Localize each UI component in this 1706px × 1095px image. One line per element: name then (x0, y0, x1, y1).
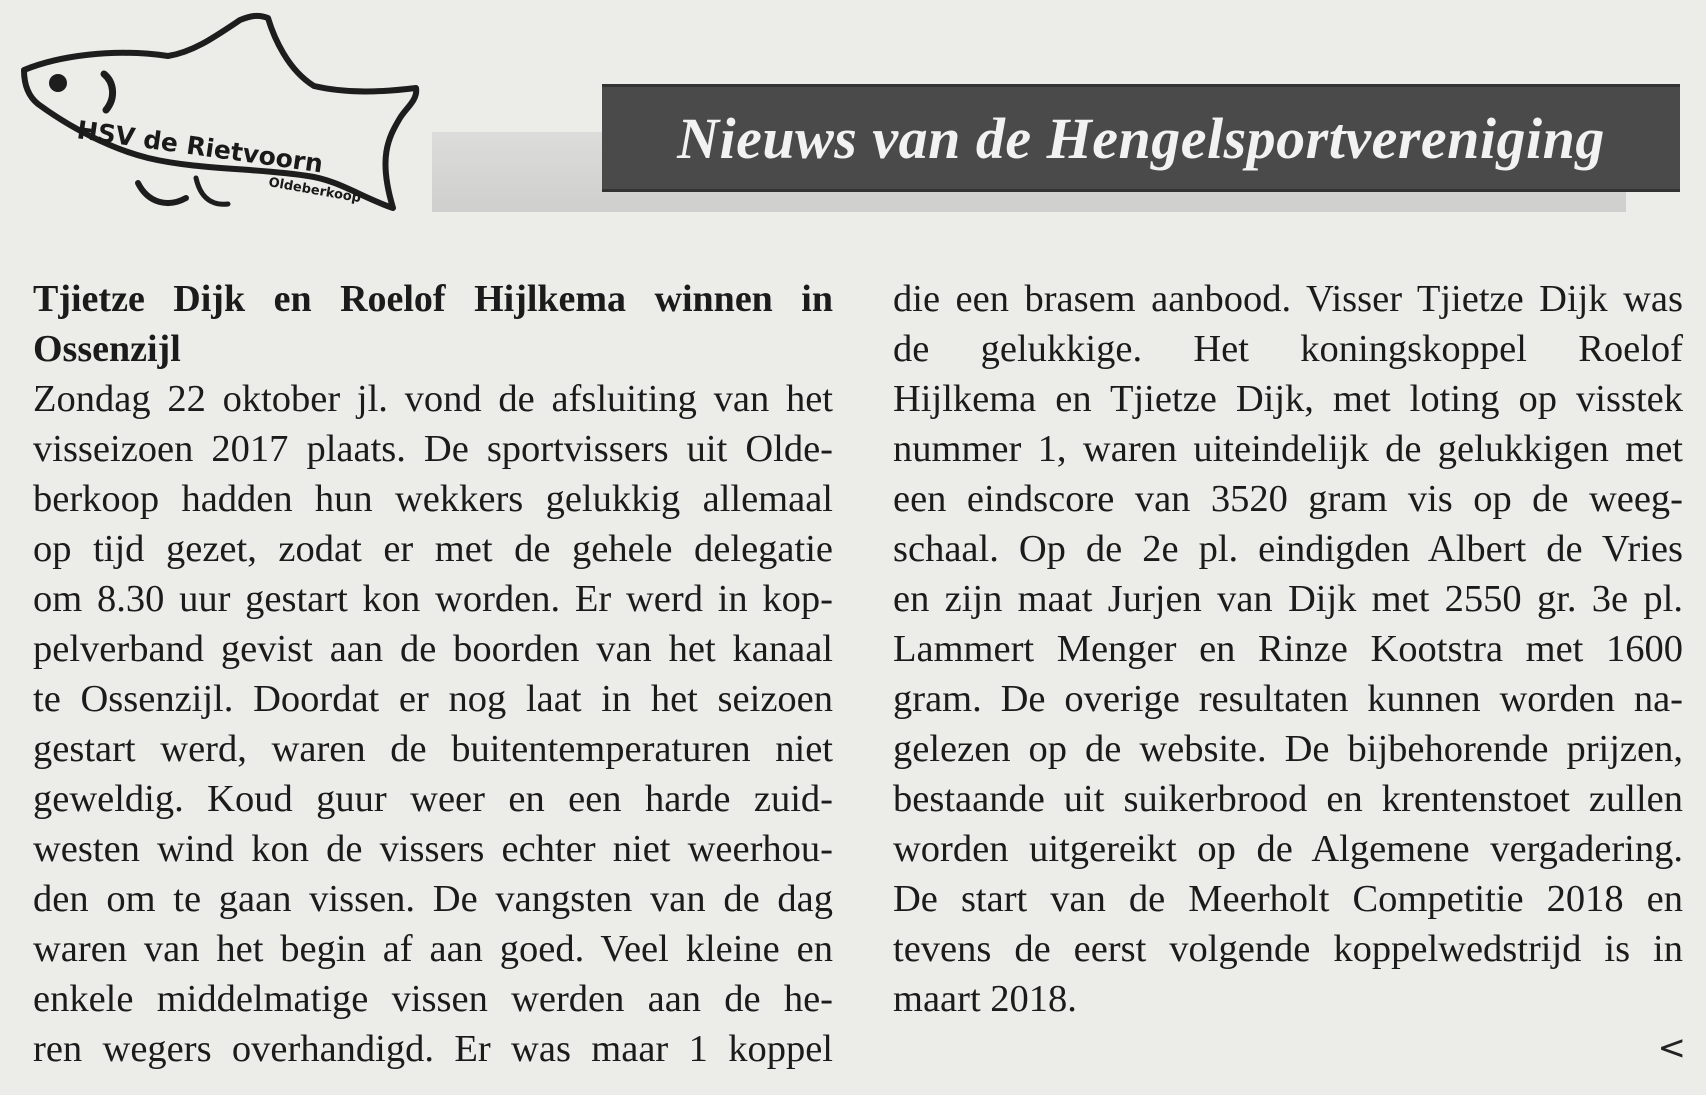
article-text-line: de gelukkige. Het koningskoppel Roelof (893, 328, 1683, 370)
continue-mark: < (1657, 1028, 1686, 1068)
article-text-line: maart 2018. (893, 978, 1077, 1020)
article-text-line: De start van de Meerholt Competitie 2018 en (893, 878, 1683, 920)
article-text-line: berkoop hadden hun wekkers gelukkig allemaal (33, 478, 833, 520)
article-text-line: gestart werd, waren de buitentemperaturen niet (33, 728, 833, 770)
article-text-line: pelverband gevist aan de boorden van het kanaal (33, 628, 833, 670)
article-text-line: schaal. Op de 2e pl. eindigden Albert de Vries (893, 528, 1683, 570)
article-text-line: enkele middelmatige vissen werden aan de he- (33, 978, 833, 1020)
article-text-line: Hijlkema en Tjietze Dijk, met loting op visstek (893, 378, 1683, 420)
article-text-line: ren wegers overhandigd. Er was maar 1 koppel (33, 1028, 833, 1070)
article-text-line: worden uitgereikt op de Algemene vergadering. (893, 828, 1683, 870)
article-text-line: die een brasem aanbood. Visser Tjietze Dijk was (893, 278, 1683, 320)
article-text-line: tevens de eerst volgende koppelwedstrijd is in (893, 928, 1683, 970)
fish-logo-icon (24, 16, 416, 208)
article-text-line: een eindscore van 3520 gram vis op de weeg- (893, 478, 1683, 520)
logo-name: HSV de Rietvoorn (75, 115, 325, 179)
article-text-line: westen wind kon de vissers echter niet weerhou- (33, 828, 833, 870)
article-headline-line: Ossenzijl (33, 328, 181, 370)
article-text-line: bestaande uit suikerbrood en krentenstoet zullen (893, 778, 1683, 820)
section-banner (602, 84, 1680, 192)
article-text-line: waren van het begin af aan goed. Veel kleine en (33, 928, 833, 970)
article-text-line: te Ossenzijl. Doordat er nog laat in het seizoen (33, 678, 833, 720)
article-text-line: visseizoen 2017 plaats. De sportvissers uit Olde- (33, 428, 833, 470)
article-text-line: Lammert Menger en Rinze Kootstra met 1600 (893, 628, 1683, 670)
article-text-line: op tijd gezet, zodat er met de gehele delegatie (33, 528, 833, 570)
banner-title: Nieuws van de Hengelsportvereniging (677, 105, 1605, 171)
article-headline-line: Tjietze Dijk en Roelof Hijlkema winnen in (33, 278, 833, 320)
article-text-line: gram. De overige resultaten kunnen worden na- (893, 678, 1683, 720)
article-text-line: gelezen op de website. De bijbehorende prijzen, (893, 728, 1683, 770)
article-column-right (893, 274, 1683, 1024)
article-text-line: om 8.30 uur gestart kon worden. Er werd in kop- (33, 578, 833, 620)
article-text-line: Zondag 22 oktober jl. vond de afsluiting van het (33, 378, 833, 420)
article-text-line: den om te gaan vissen. De vangsten van de dag (33, 878, 833, 920)
article-text-line: nummer 1, waren uiteindelijk de gelukkigen met (893, 428, 1683, 470)
club-logo (18, 8, 433, 228)
article-text-line: geweldig. Koud guur weer en een harde zuid- (33, 778, 833, 820)
article-column-left (33, 274, 833, 1074)
logo-place: Oldeberkoop (267, 175, 363, 207)
article-text-line: en zijn maat Jurjen van Dijk met 2550 gr. 3e pl. (893, 578, 1683, 620)
